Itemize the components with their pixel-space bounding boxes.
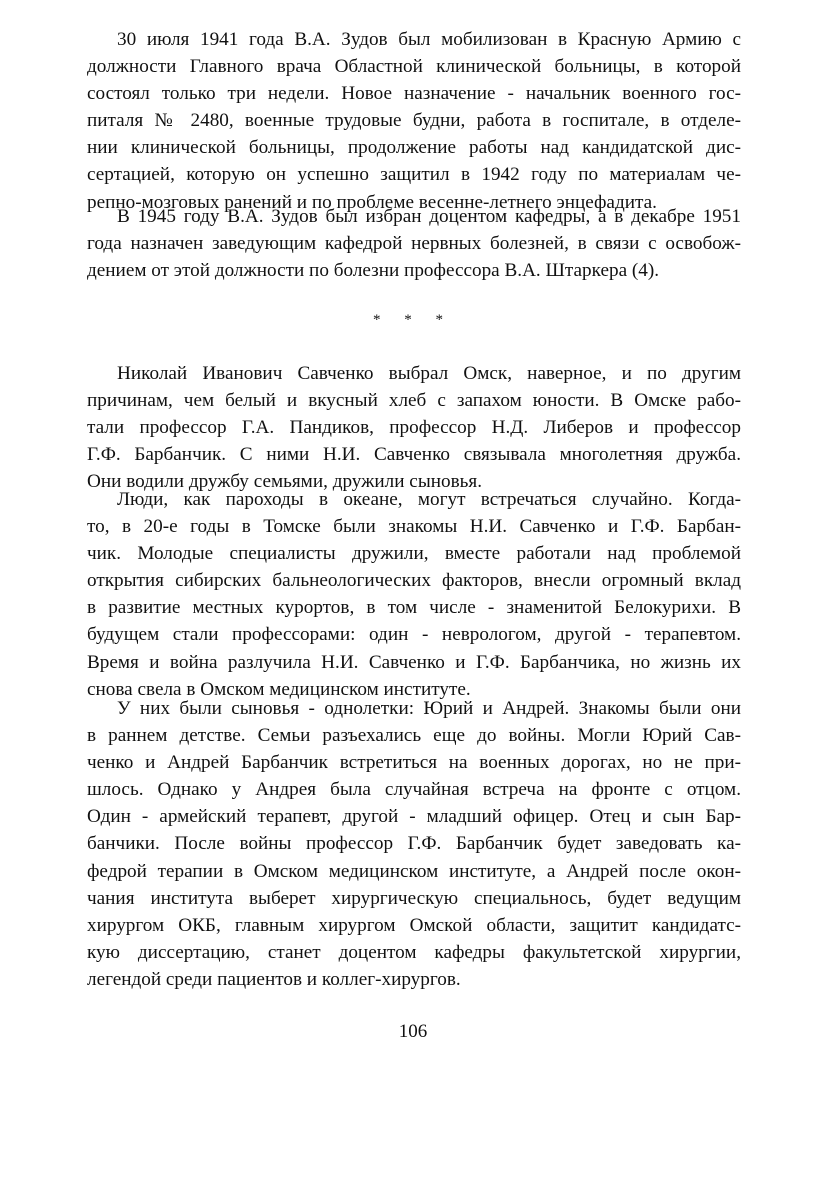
text-line: 30 июля 1941 года В.А. Зудов был мобилизован в Красную Армию с [117, 29, 741, 50]
paragraph-zudov-mobilization [87, 26, 741, 216]
text-line: должности Главного врача Областной клинической больницы, в которой [87, 56, 741, 78]
text-line: состоял только три недели. Новое назначение - начальник военного гос- [87, 83, 741, 105]
paragraph-zudov-docent [87, 203, 741, 284]
section-separator: * * * [373, 312, 453, 328]
text-line: снова свела в Омском медицинском институте. [87, 678, 471, 700]
text-line: Время и война разлучила Н.И. Савченко и Г.Ф. Барбанчика, но жизнь их [87, 651, 741, 673]
text-line: в раннем детстве. Семьи разъехались еще до войны. Могли Юрий Сав- [87, 725, 741, 747]
text-line: Г.Ф. Барбанчик. С ними Н.И. Савченко связывала многолетняя дружба. [87, 444, 741, 466]
paragraph-savchenko-omsk [87, 360, 741, 495]
page-number: 106 [398, 1021, 428, 1042]
text-line: Люди, как пароходы в океане, могут встречаться случайно. Когда- [117, 489, 741, 510]
text-line: федрой терапии в Омском медицинском институте, а Андрей после окон- [87, 860, 741, 882]
text-line: ченко и Андрей Барбанчик встретиться на военных дорогах, но не при- [87, 752, 741, 774]
text-line: кую диссертацию, станет доцентом кафедры факультетской хирургии, [87, 941, 741, 963]
text-line: Один - армейский терапевт, другой - младший офицер. Отец и сын Бар- [87, 806, 741, 828]
text-line: чик. Молодые специалисты дружили, вместе работали над проблемой [87, 543, 741, 565]
text-line: дением от этой должности по болезни профессора В.А. Штаркера (4). [87, 260, 660, 282]
text-line: хирургом ОКБ, главным хирургом Омской области, защитит кандидатс- [87, 914, 741, 936]
text-line: нии клинической больницы, продолжение работы над кандидатской дис- [87, 137, 741, 159]
text-line: года назначен заведующим кафедрой нервных болезней, в связи с освобож- [87, 233, 741, 255]
text-line: В 1945 году В.А. Зудов был избран доцентом кафедры, а в декабре 1951 [117, 206, 741, 227]
paragraph-sons [87, 695, 741, 993]
text-line: Николай Иванович Савченко выбрал Омск, наверное, и по другим [117, 363, 741, 384]
paragraph-steamships [87, 486, 741, 703]
text-line: сертацией, которую он успешно защитил в 1942 году по материалам че- [87, 164, 741, 186]
text-line: будущем стали профессорами: один - неврологом, другой - терапевтом. [87, 624, 741, 646]
text-line: репно-мозговых ранений и по проблеме весенне-летнего энцефадита. [87, 191, 657, 213]
text-line: легендой среди пациентов и коллег-хирургов. [87, 968, 461, 990]
text-line: шлось. Однако у Андрея была случайная встреча на фронте с отцом. [87, 779, 741, 801]
text-line: в развитие местных курортов, в том числе - знаменитой Белокурихи. В [87, 597, 741, 619]
text-line: У них были сыновья - однолетки: Юрий и Андрей. Знакомы были они [117, 698, 741, 719]
text-line: банчики. После войны профессор Г.Ф. Барбанчик будет заведовать ка- [87, 833, 741, 855]
text-line: тали профессор Г.А. Пандиков, профессор Н.Д. Либеров и профессор [87, 417, 741, 439]
text-line: Они водили дружбу семьями, дружили сыновья. [87, 471, 483, 493]
text-line: причинам, чем белый и вкусный хлеб с запахом юности. В Омске рабо- [87, 390, 741, 412]
text-line: чания института выберет хирургическую специальнось, будет ведущим [87, 887, 741, 909]
text-line: открытия сибирских бальнеологических факторов, внесли огромный вклад [87, 570, 741, 592]
text-line: то, в 20-е годы в Томске были знакомы Н.И. Савченко и Г.Ф. Барбан- [87, 516, 741, 538]
text-line: питаля № 2480, военные трудовые будни, работа в госпитале, в отделе- [87, 110, 741, 132]
